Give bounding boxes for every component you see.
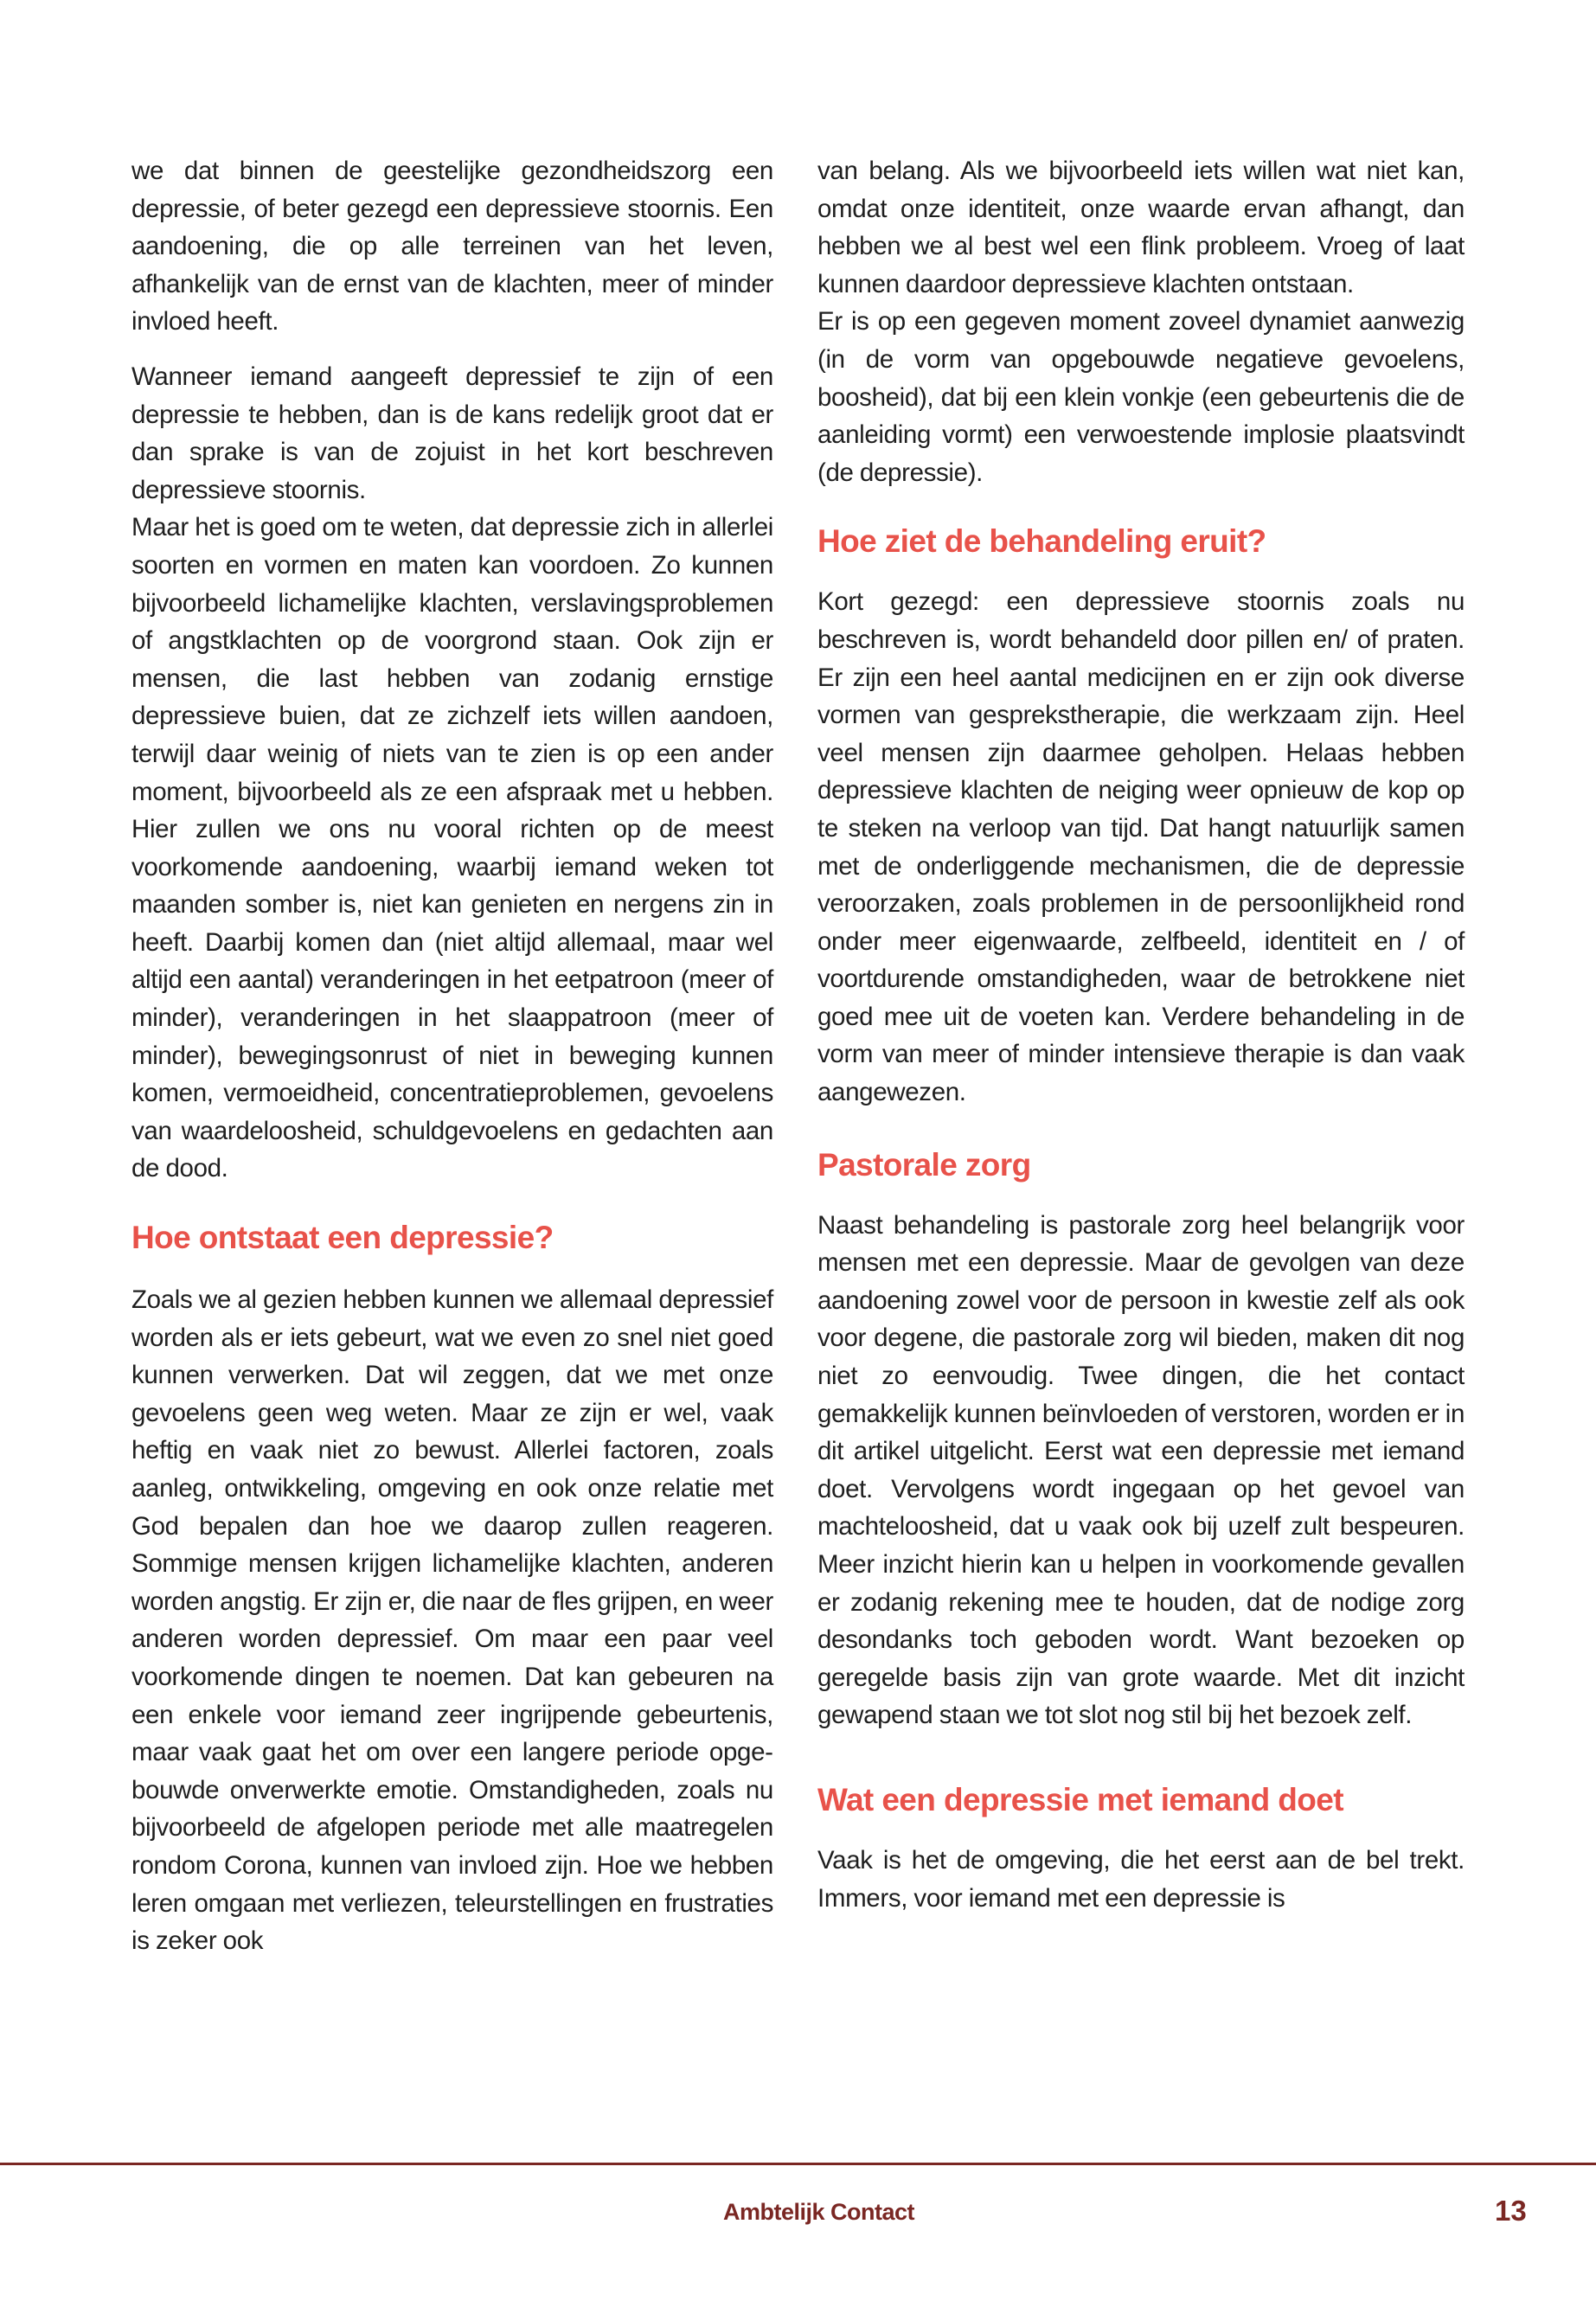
paragraph: Wanneer iemand aangeeft depressief te zijn of een depressie te hebben, dan is de kans redelijk groot dat er dan sprake is van de zojuist in het kort beschreven depressieve stoornis. (131, 362, 773, 504)
left-column (131, 152, 773, 1960)
paragraph: Maar het is goed om te weten, dat depressie zich in allerlei soorten en vormen en maten kan voordoen. Zo kunnen bijvoorbeeld lichamelijke klachten, verslavingsproblemen of angstklachten op de voorgrond staan. Ook zijn er mensen, die last hebben van zodanig ernstige depressieve buien, dat ze zichzelf iets willen aandoen, terwijl daar weinig of niets van te zien is op een ander moment, bijvoorbeeld als ze een afspraak met u hebben. Hier zullen we ons nu vooral richten op de meest voorkomende aandoening, waarbij iemand weken tot maanden somber is, niet kan genieten en nergens zin in heeft. Daarbij komen dan (niet altijd allemaal, maar wel altijd een aantal) veranderingen in het eetpatroon (meer of minder), veranderingen in het slaappatroon (meer of minder), bewegingsonrust of niet in beweging kunnen komen, vermoeidheid, concentratieproblemen, gevoelens van waardeloosheid, schuldgevoelens en gedachten aan de dood. (131, 513, 773, 1183)
paragraph: van belang. Als we bijvoorbeeld iets willen wat niet kan, omdat onze identiteit, onze waarde ervan afhangt, dan hebben we al best wel een flink probleem. Vroeg of laat kunnen daardoor depressieve klachten ontstaan. (817, 157, 1465, 298)
paragraph: Naast behandeling is pastorale zorg heel belangrijk voor mensen met een depressie. Maar de gevolgen van deze aandoening zowel voor de persoon in kwestie zelf als ook voor degene, die pastorale zorg wil bieden, maken dit nog niet zo eenvoudig. Twee dingen, die het contact gemakkelijk kunnen beïnvloeden of verstoren, worden er in dit artikel uitgelicht. Eerst wat een depressie met iemand doet. Vervolgens wordt ingegaan op het gevoel van machteloosheid, dat u vaak ook bij uzelf zult bespeuren. Meer inzicht hierin kan u helpen in voorkomende gevallen er zodanig rekening mee te houden, dat de nodige zorg desondanks toch geboden wordt. Want bezoeken op geregelde basis zijn van grote waarde. Met dit inzicht gewapend staan we tot slot nog stil bij het bezoek zelf. (817, 1210, 1465, 1730)
section-heading: Pastorale zorg (817, 1146, 1031, 1183)
paragraph: Kort gezegd: een depressieve stoornis zoals nu beschreven is, wordt behandeld door pillen en/ of praten. Er zijn een heel aantal medicijnen en er zijn ook diverse vormen van gesprekstherapie, die werkzaam zijn. Heel veel mensen zijn daarmee geholpen. Helaas hebben depressieve klachten de neiging weer opnieuw de kop op te steken na verloop van tijd. Dat hangt natuurlijk samen met de onderliggende mechanismen, die de depressie veroorzaken, zoals problemen in de persoonlijkheid rond onder meer eigenwaarde, zelfbeeld, identiteit en / of voortdurende omstandigheden, waar de betrokkene niet goed mee uit de voeten kan. Verdere behandeling in de vorm van meer of minder intensieve therapie is dan vaak aangewezen. (817, 587, 1465, 1107)
paragraph: we dat binnen de geestelijke gezondheidszorg een depressie, of beter gezegd een depressieve stoornis. Een aandoening, die op alle terreinen van het leven, afhankelijk van de ernst van de klachten, meer of minder invloed heeft. (131, 157, 773, 336)
section-heading: Wat een depressie met iemand doet (817, 1781, 1344, 1817)
publication-title: Ambtelijk Contact (723, 2199, 915, 2225)
page-number: 13 (1495, 2195, 1527, 2227)
paragraph: Er is op een gegeven moment zoveel dynamiet aanwezig (in de vorm van opgebouwde negatieve gevoelens, boosheid), dat bij een klein vonkje (een gebeurtenis die de aanleiding vormt) een verwoestende implosie plaatsvindt (de depressie). (817, 307, 1465, 487)
right-column (817, 152, 1465, 1917)
footer-divider (0, 2163, 1596, 2165)
section-heading: Hoe ontstaat een depressie? (131, 1220, 554, 1256)
paragraph: Vaak is het de omgeving, die het eerst aan de bel trekt. Immers, voor iemand met een depressie is (817, 1845, 1465, 1913)
paragraph: Zoals we al gezien hebben kunnen we allemaal depressief worden als er iets gebeurt, wat we even zo snel niet goed kunnen verwerken. Dat wil zeggen, dat we met onze gevoelens geen weg weten. Maar ze zijn er wel, vaak heftig en vaak niet zo bewust. Allerlei factoren, zoals aanleg, ontwikkeling, omgeving en ook onze relatie met God bepalen dan hoe we daarop zullen reageren. Sommige mensen krijgen lichamelijke klachten, anderen worden angstig. Er zijn er, die naar de fles grijpen, en weer anderen worden depressief. Om maar een paar veel voorkomende dingen te noemen. Dat kan gebeuren na een enkele voor iemand zeer ingrijpende gebeurtenis, maar vaak gaat het om over een langere periode opgebouwde onverwerkte emotie. Omstandigheden, zoals nu bijvoorbeeld de afgelopen periode met alle maatregelen rondom Corona, kunnen van invloed zijn. Hoe we hebben leren omgaan met verliezen, teleurstellingen en frustraties is zeker ook (131, 1285, 773, 1956)
section-heading: Hoe ziet de behandeling eruit? (817, 523, 1266, 560)
